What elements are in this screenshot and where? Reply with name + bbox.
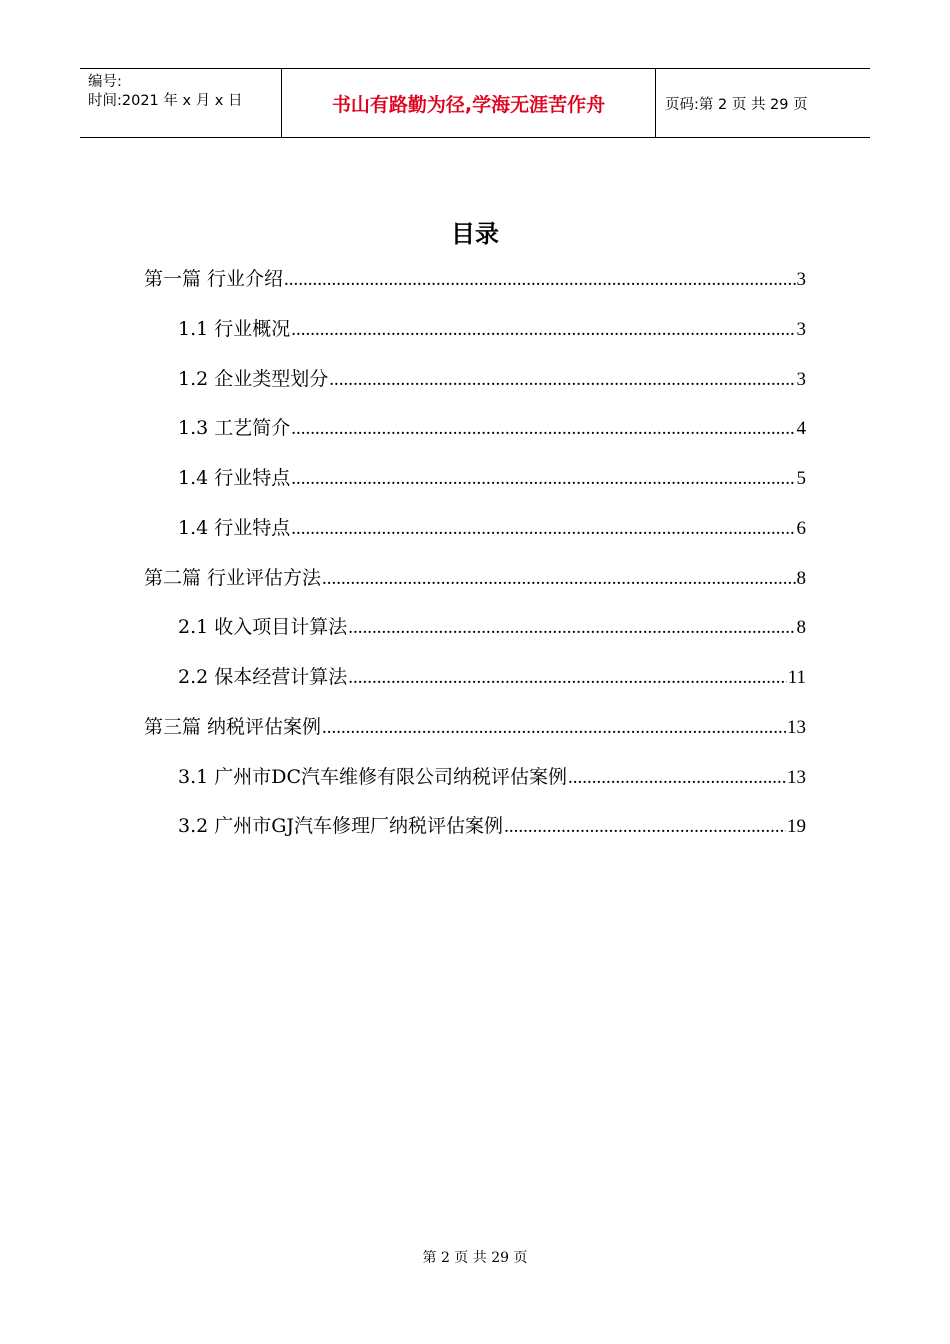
- toc-entry[interactable]: [144, 712, 806, 752]
- toc-entry-label: 1.3 工艺简介: [178, 417, 291, 439]
- toc-entry-label: 1.4 行业特点: [178, 517, 291, 539]
- toc-entry-page: 8: [796, 568, 806, 589]
- toc-entry[interactable]: [178, 811, 806, 851]
- toc-leader-dots: [322, 717, 786, 739]
- toc-entry-page: 11: [787, 667, 806, 688]
- toc-leader-dots: [291, 319, 795, 341]
- toc-entry-page: 3: [796, 269, 806, 290]
- toc-leader-dots: [291, 518, 795, 540]
- header-meta: [80, 69, 282, 137]
- toc-entry-label: 3.2 广州市GJ汽车修理厂纳税评估案例: [178, 815, 504, 837]
- toc-leader-dots: [291, 418, 795, 440]
- toc-entry[interactable]: [178, 612, 806, 652]
- toc-leader-dots: [322, 568, 795, 590]
- toc-leader-dots: [284, 269, 795, 291]
- page-header: [80, 68, 870, 138]
- toc-entry[interactable]: [144, 264, 806, 304]
- header-page-info: 页码:第 2 页 共 29 页: [665, 96, 808, 113]
- toc-entry-label: 1.2 企业类型划分: [178, 368, 329, 390]
- toc-entry-page: 19: [787, 816, 806, 837]
- toc-title: 目录: [451, 220, 499, 248]
- toc-entry[interactable]: [178, 513, 806, 553]
- toc-entry-page: 13: [787, 717, 806, 738]
- toc-entry-page: 8: [796, 617, 806, 638]
- toc-entry[interactable]: [178, 364, 806, 404]
- toc-entry[interactable]: [178, 762, 806, 802]
- toc-leader-dots: [291, 468, 795, 490]
- toc-entry-page: 6: [796, 518, 806, 539]
- toc-entry-page: 3: [796, 369, 806, 390]
- toc-entry-label: 第三篇 纳税评估案例: [144, 716, 322, 738]
- toc-entry-page: 5: [796, 468, 806, 489]
- toc-entry-label: 2.2 保本经营计算法: [178, 666, 348, 688]
- toc-entry-label: 第一篇 行业介绍: [144, 268, 284, 290]
- header-time-label: 时间:2021 年 x 月 x 日: [88, 93, 243, 109]
- toc-entry-label: 第二篇 行业评估方法: [144, 567, 322, 589]
- toc-leader-dots: [504, 816, 786, 838]
- toc-entry-page: 4: [796, 418, 806, 439]
- toc-entry[interactable]: [178, 662, 806, 702]
- header-motto: 书山有路勤为径,学海无涯苦作舟: [282, 69, 656, 137]
- toc-entry-label: 2.1 收入项目计算法: [178, 616, 348, 638]
- toc-leader-dots: [348, 617, 795, 639]
- header-number-label: 编号:: [88, 74, 122, 90]
- toc-entry[interactable]: [144, 563, 806, 603]
- toc-entry-label: 3.1 广州市DC汽车维修有限公司纳税评估案例: [178, 766, 568, 788]
- toc-entry-page: 3: [796, 319, 806, 340]
- toc-entry-label: 1.4 行业特点: [178, 467, 291, 489]
- toc-leader-dots: [568, 767, 786, 789]
- toc-entry[interactable]: [178, 463, 806, 503]
- toc-entry-label: 1.1 行业概况: [178, 318, 291, 340]
- toc-entry[interactable]: [178, 314, 806, 354]
- toc-entry[interactable]: [178, 413, 806, 453]
- toc-leader-dots: [329, 369, 795, 391]
- toc-entry-page: 13: [787, 767, 806, 788]
- page-footer: 第 2 页 共 29 页: [422, 1250, 528, 1266]
- toc-leader-dots: [348, 667, 786, 689]
